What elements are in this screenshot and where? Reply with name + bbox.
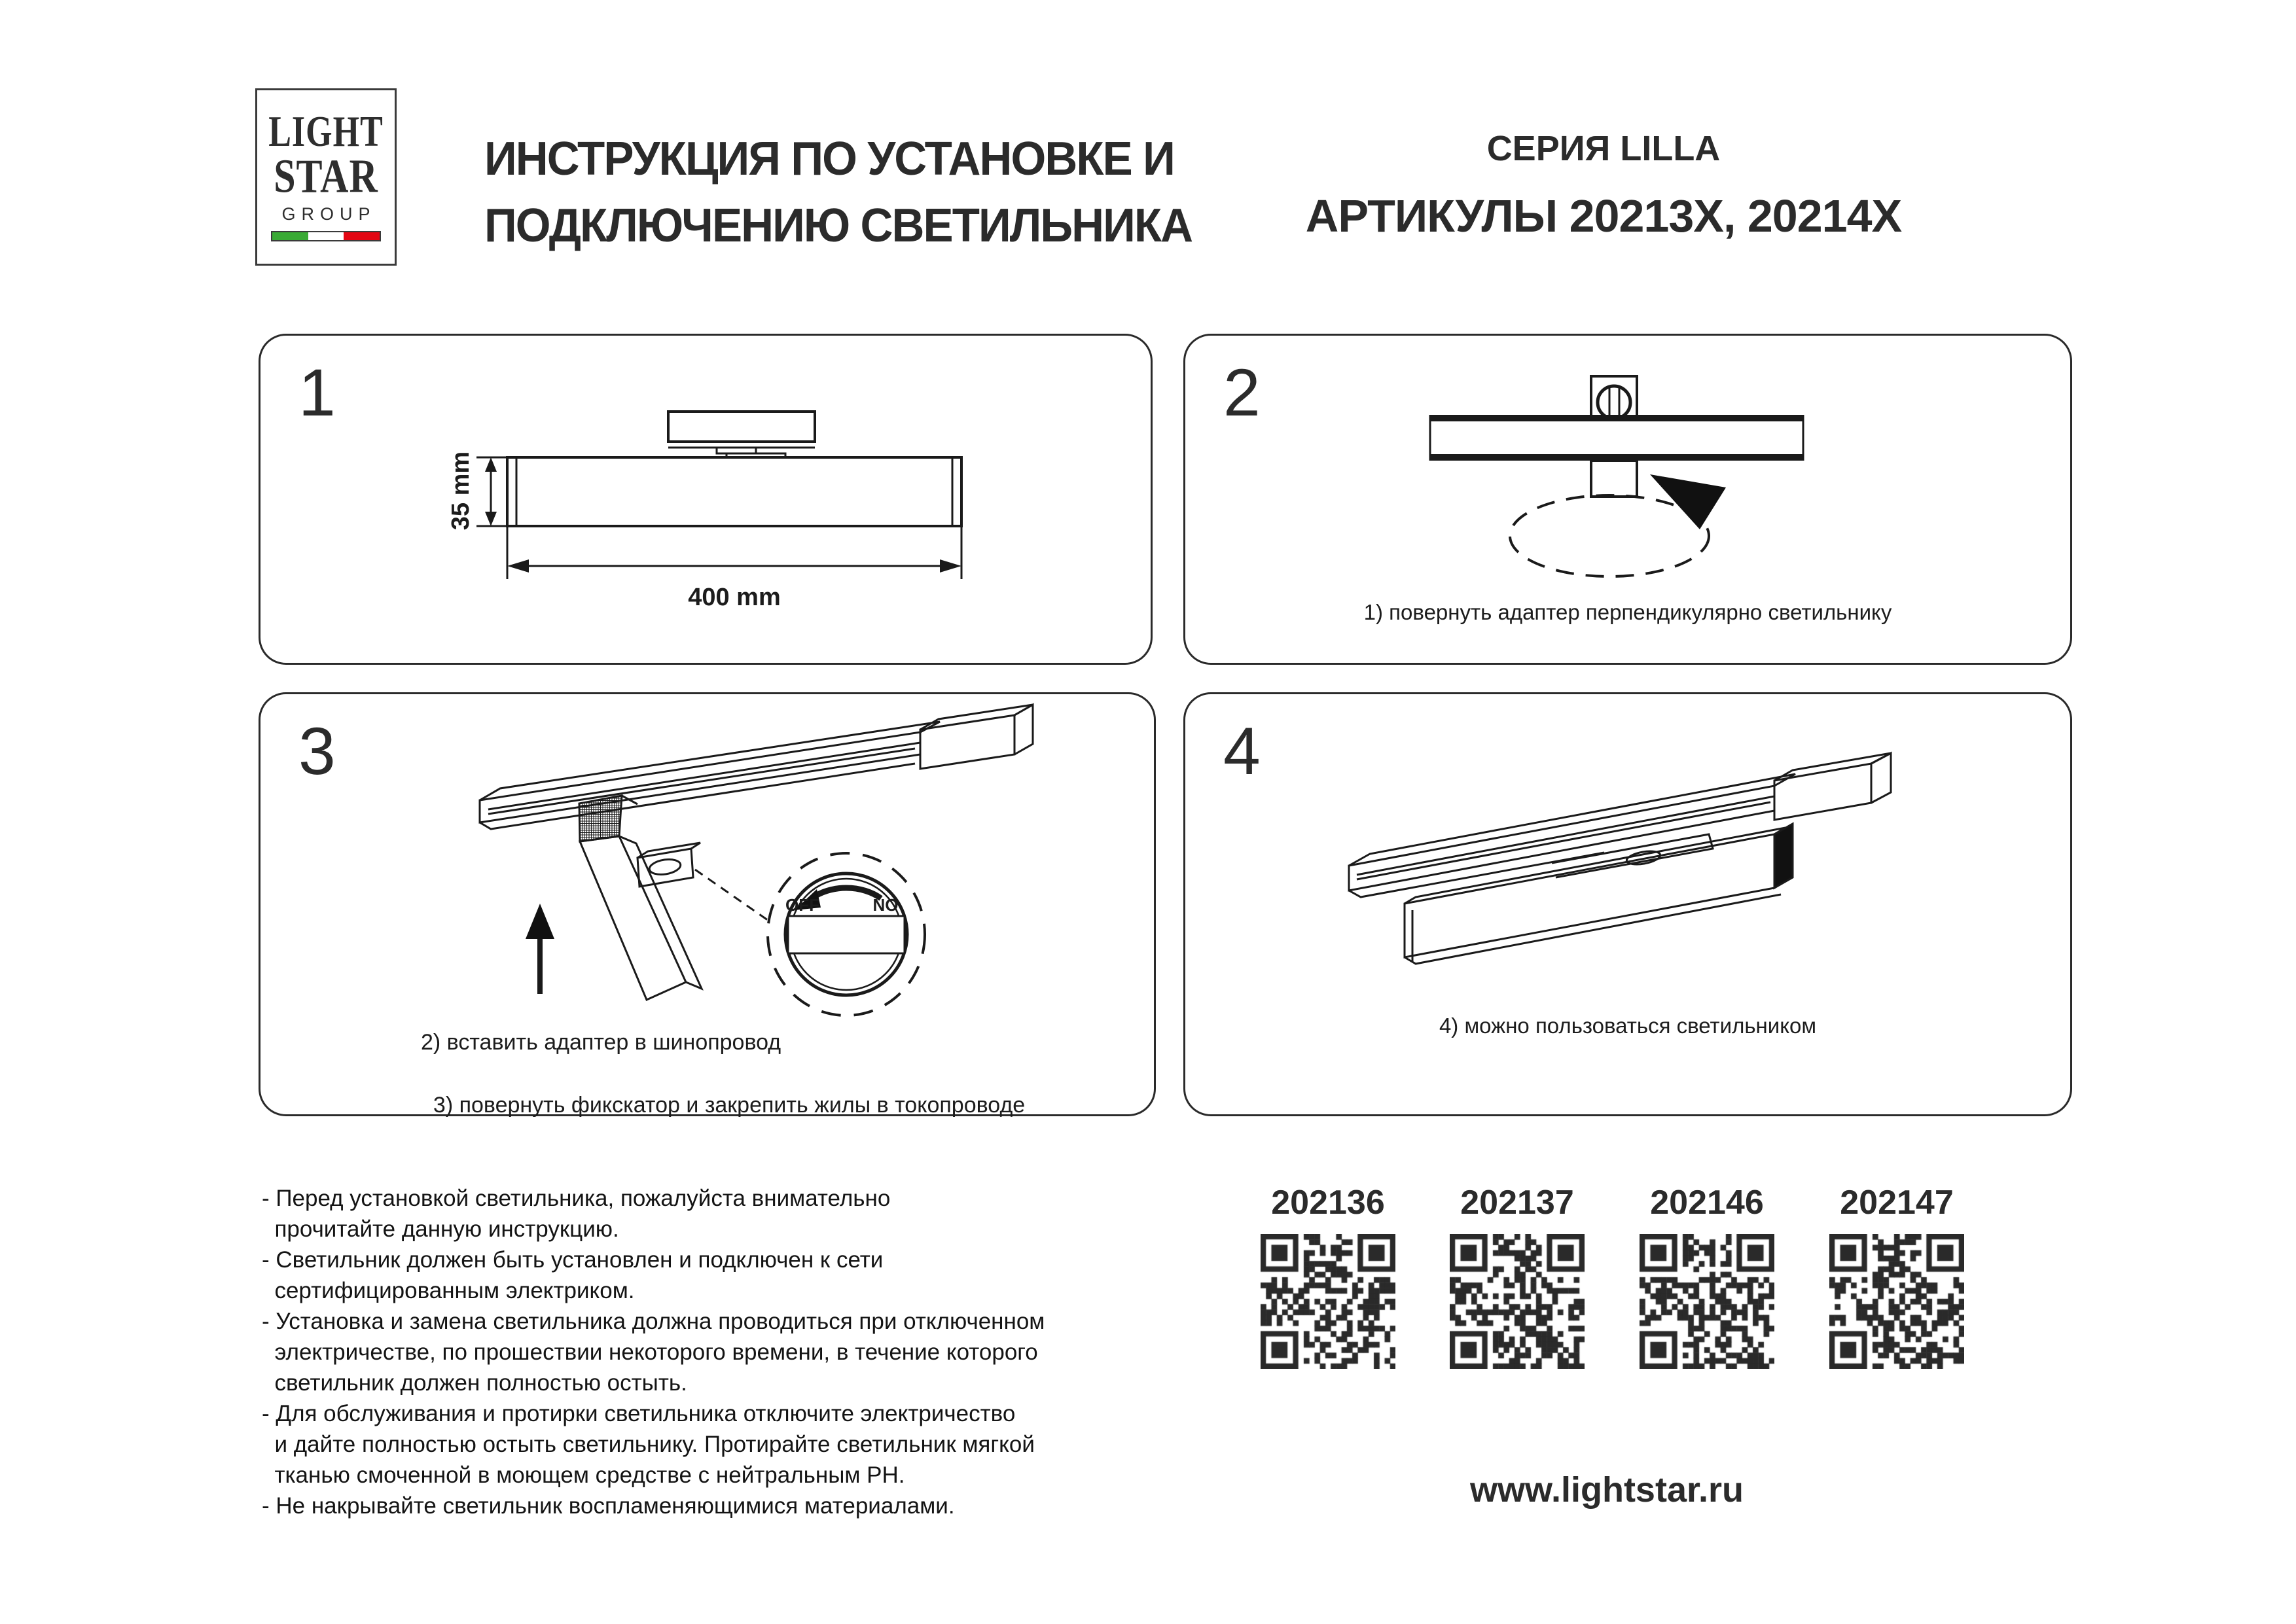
dimension-arrow-left xyxy=(507,559,529,573)
qr-code xyxy=(1829,1234,1964,1369)
fixing-bracket xyxy=(637,849,693,887)
panel-3-caption-2: 3) повернуть фикскатор и закрепить жилы в токопроводе xyxy=(433,1093,1026,1118)
dimension-arrow-up xyxy=(485,457,497,472)
mounted-fixture-drawing xyxy=(1185,694,2070,1114)
panel-2-caption: 1) повернуть адаптер перпендикулярно светильнику xyxy=(1363,600,1892,624)
article-code: 202146 xyxy=(1650,1184,1764,1222)
flag-green-segment xyxy=(272,232,308,240)
width-dimension-label: 400 mm xyxy=(688,584,781,611)
safety-note-line: - Светильник должен быть установлен и подключен к сети xyxy=(262,1247,884,1273)
panel-4-caption: 4) можно пользоваться светильником xyxy=(1439,1014,1817,1038)
safety-note-line: - Установка и замена светильника должна проводиться при отключенном xyxy=(262,1309,1045,1334)
qr-code xyxy=(1450,1234,1585,1369)
detail-rotate-arc xyxy=(812,888,881,898)
logo-word-group: GROUP xyxy=(281,203,376,224)
detail-off-label: OFF xyxy=(785,895,819,915)
adapter-hatched-top xyxy=(579,796,622,841)
page-title xyxy=(484,126,1270,259)
safety-note-line: прочитайте данную инструкцию. xyxy=(262,1216,619,1242)
logo-word-light: LIGHT xyxy=(268,108,384,156)
qr-code xyxy=(1261,1234,1395,1369)
article-code: 202137 xyxy=(1460,1184,1574,1222)
safety-note-line: сертифицированным электриком. xyxy=(262,1278,635,1303)
safety-note-line: тканью смоченной в моющем средстве с нейтральным PH. xyxy=(262,1462,905,1488)
adapter-screw xyxy=(1598,386,1630,419)
product-202136 xyxy=(1261,1183,1395,1369)
bracket-screw xyxy=(649,857,682,876)
fixture-end-dark-face xyxy=(1774,824,1793,888)
detail-on-label: NO xyxy=(872,895,899,915)
panel-2-rotate-adapter xyxy=(1183,334,2072,665)
dimension-arrow-down xyxy=(485,512,497,526)
safety-note-line: электричестве, по прошествии некоторого времени, в течение которого xyxy=(262,1339,1038,1365)
panel-4-number: 4 xyxy=(1223,714,1261,788)
articles-label: АРТИКУЛЫ 20213X, 20214X xyxy=(1305,190,1902,241)
safety-note-line: и дайте полностью остыть светильнику. Протирайте светильник мягкой xyxy=(262,1432,1035,1457)
panel-2-number: 2 xyxy=(1223,355,1261,430)
logo-word-star: STAR xyxy=(274,149,378,203)
fixture-body-front xyxy=(1405,834,1774,957)
product-202146 xyxy=(1640,1183,1774,1369)
panel-1-number: 1 xyxy=(298,355,336,430)
fixture-dimensions-drawing xyxy=(260,336,1151,663)
article-code: 202147 xyxy=(1840,1184,1954,1222)
fixture-bar-side-view xyxy=(507,457,961,526)
panel-4-use-fixture xyxy=(1183,692,2072,1116)
height-dimension-label: 35 mm xyxy=(447,451,475,531)
adapter-top-view xyxy=(668,412,815,442)
dimension-arrow-right xyxy=(940,559,961,573)
panel-1-dimensions xyxy=(259,334,1153,665)
detail-lock-bar xyxy=(788,916,905,953)
adapter-lower-part xyxy=(1591,461,1637,497)
series-label: СЕРИЯ LILLA xyxy=(1486,129,1721,168)
website-url: www.lightstar.ru xyxy=(1469,1470,1744,1509)
safety-note-line: - Для обслуживания и протирки светильника отключите электричество xyxy=(262,1401,1016,1426)
title-line-1: ИНСТРУКЦИЯ ПО УСТАНОВКЕ И xyxy=(484,133,1174,185)
article-code: 202136 xyxy=(1271,1184,1385,1222)
title-line-2: ПОДКЛЮЧЕНИЮ СВЕТИЛЬНИКА xyxy=(484,200,1193,253)
italy-flag-band xyxy=(271,231,381,241)
panel-3-insert-adapter xyxy=(259,692,1156,1116)
safety-note-line: - Не накрывайте светильник воспламеняющимися материалами. xyxy=(262,1493,955,1519)
product-202147 xyxy=(1829,1183,1964,1369)
product-202137 xyxy=(1450,1183,1585,1369)
lightstar-logo xyxy=(255,88,397,266)
panel-3-caption-1: 2) вставить адаптер в шинопровод xyxy=(421,1030,781,1055)
safety-notes xyxy=(262,1183,1152,1521)
panel-3-number: 3 xyxy=(298,714,336,788)
qr-code xyxy=(1640,1234,1774,1369)
rotation-path-dashed xyxy=(1510,495,1709,576)
safety-note-line: светильник должен полностью остыть. xyxy=(262,1370,687,1396)
panel-3-captions xyxy=(421,1027,1025,1121)
flag-white-segment xyxy=(308,232,344,240)
safety-note-line: - Перед установкой светильника, пожалуйста внимательно xyxy=(262,1186,891,1211)
flag-red-segment xyxy=(344,232,380,240)
header-right xyxy=(1299,128,1908,242)
